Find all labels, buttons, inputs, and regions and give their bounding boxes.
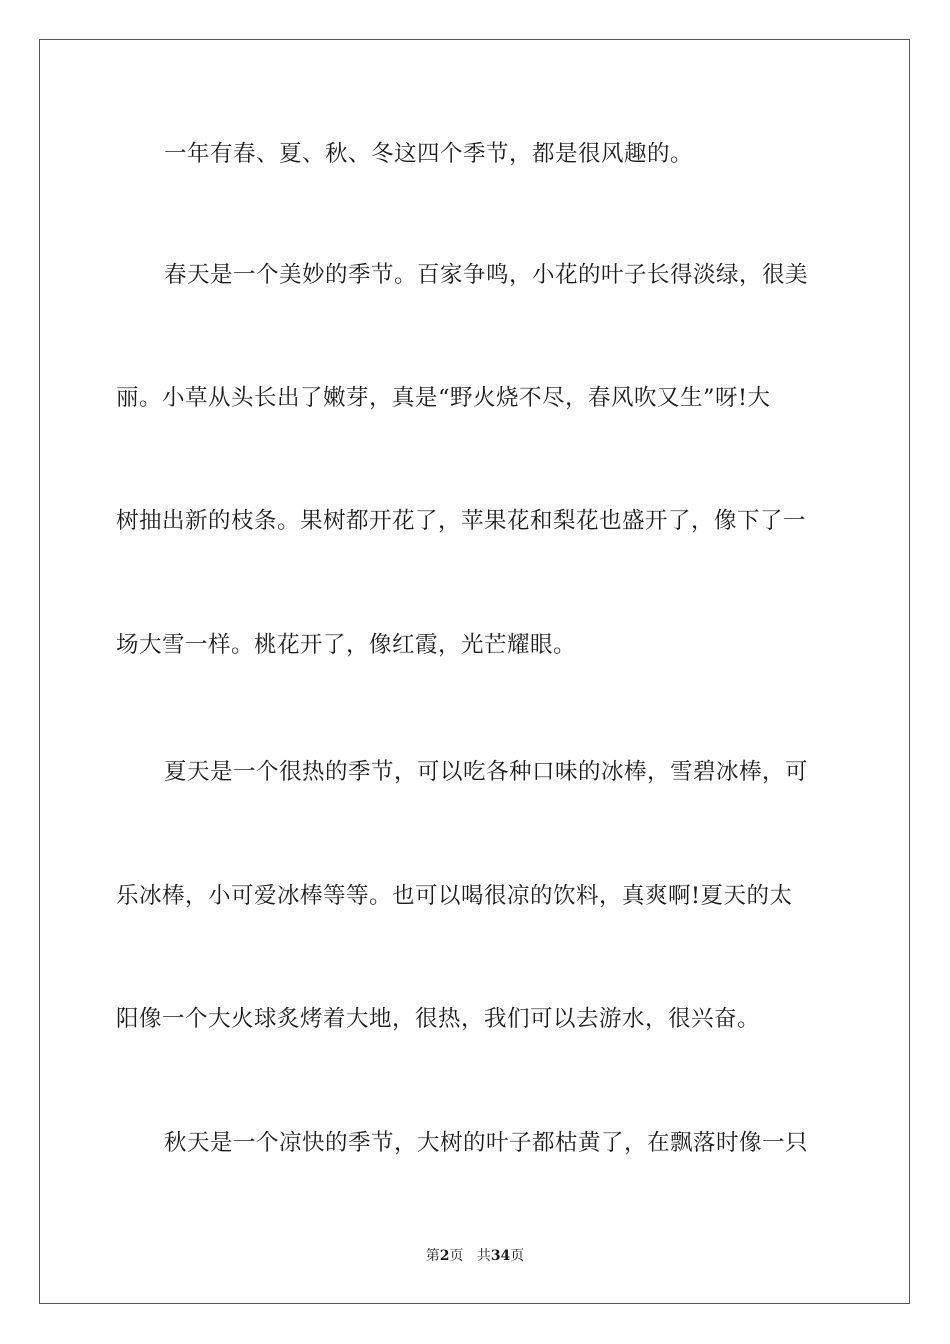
paragraph-summer-line-1: 夏天是一个很热的季节，可以吃各种口味的冰棒，雪碧冰棒，可 — [164, 759, 809, 785]
paragraph-autumn-line-1: 秋天是一个凉快的季节，大树的叶子都枯黄了，在飘落时像一只 — [164, 1130, 809, 1156]
paragraph-summer-line-2: 乐冰棒，小可爱冰棒等等。也可以喝很凉的饮料，真爽啊!夏天的太 — [116, 883, 793, 909]
page-label-prefix: 第 — [425, 1248, 440, 1264]
paragraph-spring-line-2: 丽。小草从头长出了嫩芽，真是“野火烧不尽，春风吹又生”呀!大 — [116, 385, 771, 411]
total-pages: 34 — [490, 1248, 511, 1264]
page-number: 2 — [439, 1248, 450, 1264]
paragraph-spring-line-4: 场大雪一样。桃花开了，像红霞，光芒耀眼。 — [116, 632, 577, 658]
page-footer — [0, 1246, 950, 1266]
paragraph-summer-line-3: 阳像一个大火球炙烤着大地，很热，我们可以去游水，很兴奋。 — [116, 1006, 761, 1032]
total-label-prefix: 共 — [476, 1248, 491, 1264]
paragraph-spring-line-1: 春天是一个美妙的季节。百家争鸣，小花的叶子长得淡绿，很美 — [164, 262, 809, 288]
page-label-suffix: 页 — [449, 1248, 464, 1264]
page-frame — [39, 39, 910, 1304]
total-label-suffix: 页 — [510, 1248, 525, 1264]
paragraph-intro-line-1: 一年有春、夏、秋、冬这四个季节，都是很风趣的。 — [164, 141, 694, 167]
paragraph-spring-line-3: 树抽出新的枝条。果树都开花了，苹果花和梨花也盛开了，像下了一 — [116, 508, 807, 534]
